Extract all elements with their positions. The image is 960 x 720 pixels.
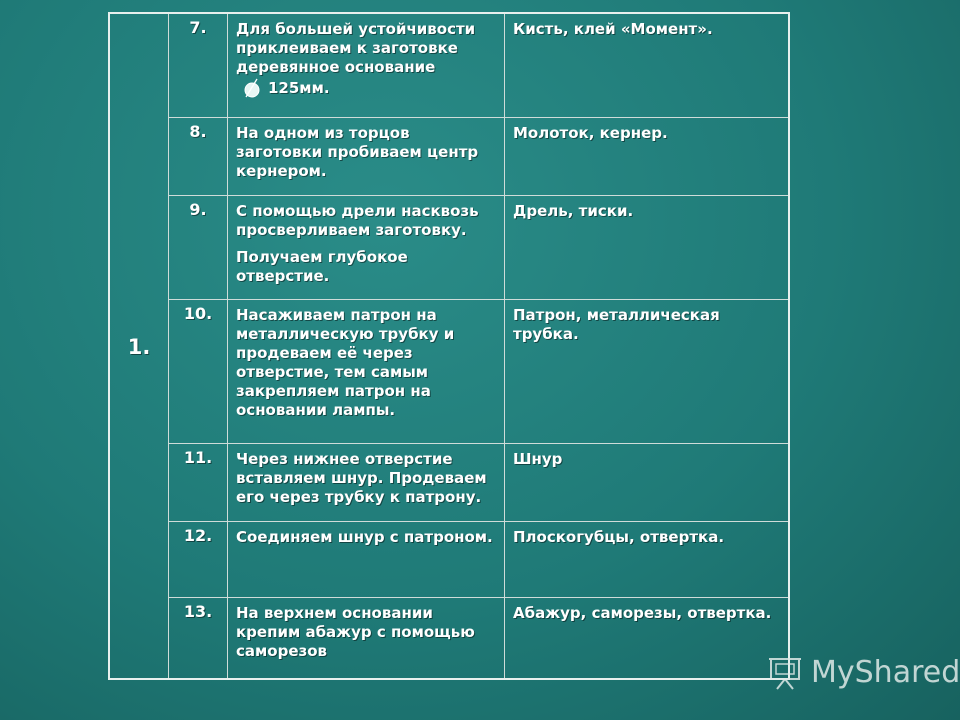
table-row [109, 521, 789, 597]
step-description: На верхнем основании крепим абажур с помощью саморезов [228, 597, 505, 679]
step-description [228, 195, 505, 299]
step-description-extra: Получаем глубокое отверстие. [236, 247, 408, 285]
step-number: 9. [169, 195, 228, 299]
step-number: 10. [169, 299, 228, 443]
table-row [109, 597, 789, 679]
step-description: Соединяем шнур с патроном. [228, 521, 505, 597]
step-description [228, 13, 505, 117]
step-number: 8. [169, 117, 228, 195]
table-row [109, 117, 789, 195]
step-description: На одном из торцов заготовки пробиваем центр кернером. [228, 117, 505, 195]
table-row [109, 195, 789, 299]
step-number: 11. [169, 443, 228, 521]
step-tools: Кисть, клей «Момент». [505, 13, 790, 117]
step-description: Насаживаем патрон на металлическую трубку и продеваем её через отверстие, тем самым закрепляем патрон на основании лампы. [228, 299, 505, 443]
step-number: 7. [169, 13, 228, 117]
table-row [109, 443, 789, 521]
dimension-line [242, 77, 496, 99]
step-number: 12. [169, 521, 228, 597]
step-tools: Абажур, саморезы, отвертка. [505, 597, 790, 679]
step-tools: Патрон, металлическая трубка. [505, 299, 790, 443]
step-tools: Шнур [505, 443, 790, 521]
steps-table [108, 12, 790, 680]
table-row [109, 299, 789, 443]
watermark-logo [767, 652, 960, 692]
table-row [109, 13, 789, 117]
step-tools: Плоскогубцы, отвертка. [505, 521, 790, 597]
dimension-value: 125мм. [268, 78, 330, 97]
step-description-text: С помощью дрели насквозь просверливаем заготовку. [236, 201, 479, 239]
diameter-icon [242, 77, 262, 99]
section-number: 1. [109, 13, 169, 679]
presentation-screen-icon [767, 653, 805, 691]
step-tools: Молоток, кернер. [505, 117, 790, 195]
step-number: 13. [169, 597, 228, 679]
step-description-text: Для большей устойчивости приклеиваем к заготовке деревянное основание [236, 20, 476, 76]
step-tools: Дрель, тиски. [505, 195, 790, 299]
step-description: Через нижнее отверстие вставляем шнур. Продеваем его через трубку к патрону. [228, 443, 505, 521]
watermark-text: MyShared [811, 654, 960, 690]
